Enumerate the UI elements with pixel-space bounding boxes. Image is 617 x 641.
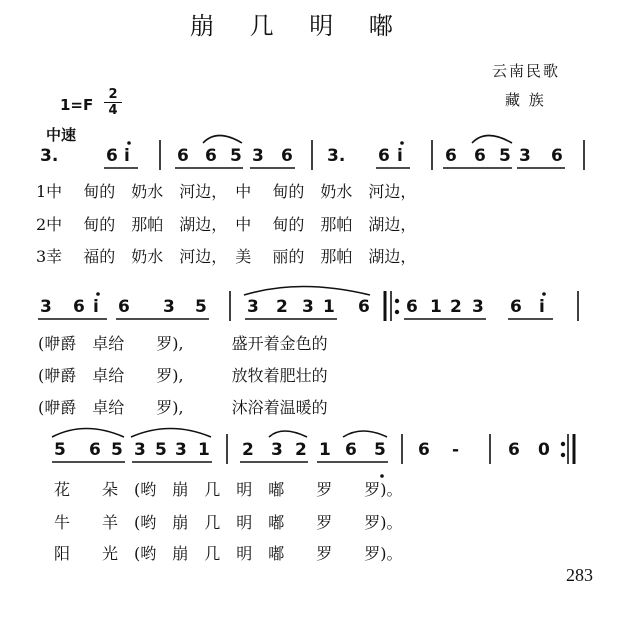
note: 6 (508, 440, 520, 460)
note: 5 (230, 146, 242, 166)
note: i (124, 146, 130, 166)
note: 3 (472, 297, 484, 317)
note: 6 (551, 146, 563, 166)
note: 3 (302, 297, 314, 317)
note: 6 (474, 146, 486, 166)
note: 3 (247, 297, 259, 317)
lyric-line: 3幸 福的 奶水 河边， 美 丽的 那帕 湖边， (36, 247, 417, 266)
note: 2 (450, 297, 462, 317)
note: 3 (134, 440, 146, 460)
note: 3 (175, 440, 187, 460)
note: 1 (319, 440, 331, 460)
page-number: 283 (566, 565, 593, 585)
time-signature-top: 2 (108, 87, 118, 102)
lyric-line: (咿爵 卓给 罗), 放牧着肥壮的 (38, 366, 328, 385)
note: 6 (378, 146, 390, 166)
note: 1 (430, 297, 442, 317)
tempo-marking: 中速 (46, 126, 77, 144)
note: 2 (295, 440, 307, 460)
note: 5 (195, 297, 207, 317)
note: 3 (519, 146, 531, 166)
note: 6 (406, 297, 418, 317)
note: 3 (271, 440, 283, 460)
note: 6 (106, 146, 118, 166)
note: 3 (163, 297, 175, 317)
note: 6 (177, 146, 189, 166)
note: 6 (73, 297, 85, 317)
note: 6 (281, 146, 293, 166)
key-signature: 1=F (60, 96, 94, 114)
lyric-line: 2中 甸的 那帕 湖边， 中 甸的 那帕 湖边， (36, 215, 417, 234)
note: 6 (89, 440, 101, 460)
note: i (93, 297, 99, 317)
note: 5 (374, 440, 386, 460)
note: 6 (345, 440, 357, 460)
note: 5 (54, 440, 66, 460)
lyric-line: 牛 羊 (哟 崩 几 明 嘟 罗 罗)。 (54, 513, 403, 532)
note: 3. (327, 146, 346, 166)
note: 6 (205, 146, 217, 166)
note: i (397, 146, 403, 166)
note: 5 (111, 440, 123, 460)
note: 6 (445, 146, 457, 166)
note: 5 (155, 440, 167, 460)
time-signature-bottom: 4 (108, 103, 118, 118)
lyric-line: 1中 甸的 奶水 河边， 中 甸的 奶水 河边， (36, 182, 417, 201)
note: - (452, 440, 460, 460)
note: 3 (252, 146, 264, 166)
song-title: 崩 几 明 嘟 (190, 12, 407, 40)
note: 2 (242, 440, 254, 460)
note: 6 (358, 297, 370, 317)
lyric-line: 花 朵 (哟 崩 几 明 嘟 罗 罗)。 (54, 480, 403, 499)
note: 3 (40, 297, 52, 317)
ethnicity-credit: 藏 族 (505, 91, 546, 109)
note: i (539, 297, 545, 317)
lyric-line: (咿爵 卓给 罗), 沐浴着温暖的 (38, 398, 328, 417)
note: 3. (40, 146, 59, 166)
note: 5 (499, 146, 511, 166)
note: 6 (418, 440, 430, 460)
origin-credit: 云南民歌 (492, 62, 561, 80)
lyric-line: (咿爵 卓给 罗), 盛开着金色的 (38, 334, 328, 353)
lyric-line: 阳 光 (哟 崩 几 明 嘟 罗 罗)。 (54, 544, 403, 563)
note: 1 (198, 440, 210, 460)
note: 2 (276, 297, 288, 317)
note: 0 (538, 440, 550, 460)
note: 1 (323, 297, 335, 317)
note: 6 (118, 297, 130, 317)
note: 6 (510, 297, 522, 317)
